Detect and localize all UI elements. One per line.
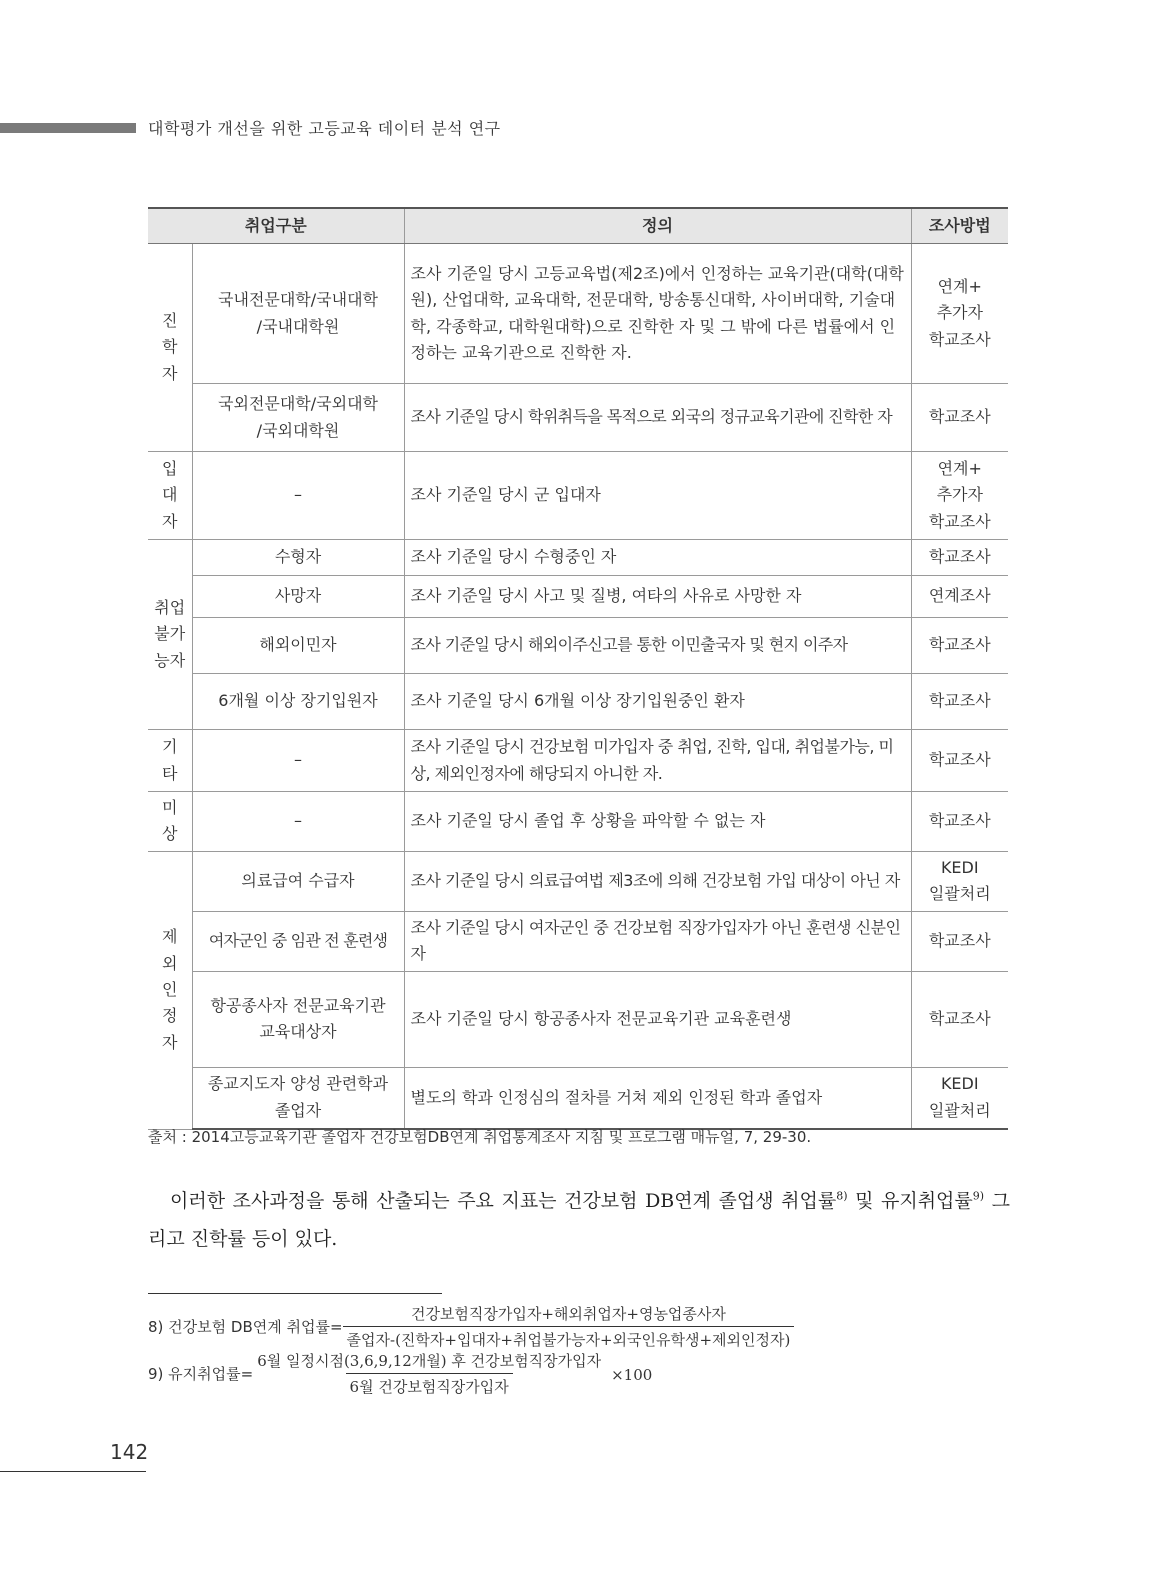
footnote-8 xyxy=(148,1303,794,1350)
method-cell: 학교조사 xyxy=(911,384,1008,452)
table-row xyxy=(148,540,1008,576)
table-row xyxy=(148,792,1008,852)
sub-category: 해외이민자 xyxy=(192,618,404,674)
definition-cell: 조사 기준일 당시 해외이주신고를 통한 이민출국자 및 현지 이주자 xyxy=(404,618,911,674)
table-row xyxy=(148,452,1008,540)
method-cell: 학교조사 xyxy=(911,971,1008,1067)
method-cell: KEDI 일괄처리 xyxy=(911,1067,1008,1129)
footnote-9-denominator: 6월 건강보험직장가입자 xyxy=(346,1373,513,1397)
definition-cell: 조사 기준일 당시 6개월 이상 장기입원중인 환자 xyxy=(404,674,911,730)
group-label-military: 입 대 자 xyxy=(148,452,192,540)
definition-cell: 조사 기준일 당시 고등교육법(제2조)에서 인정하는 교육기관(대학(대학원), 산업대학, 교육대학, 전문대학, 방송통신대학, 사이버대학, 기술대학, 각종학교, 대학원대학)으로 진학한 자 및 그 밖에 다른 법률에서 인정하는 교육기관으로 진학한 자. xyxy=(404,244,911,384)
header-method: 조사방법 xyxy=(911,208,1008,244)
method-cell: 연계조사 xyxy=(911,576,1008,618)
footnote-8-label: 8) 건강보험 DB연계 취업률= xyxy=(148,1318,343,1336)
sub-category: 의료급여 수급자 xyxy=(192,851,404,911)
method-cell: 학교조사 xyxy=(911,792,1008,852)
method-cell: 연계+ 추가자 학교조사 xyxy=(911,244,1008,384)
table-header-row xyxy=(148,208,1008,244)
method-cell: 학교조사 xyxy=(911,730,1008,792)
footnote-8-formula xyxy=(343,1303,795,1350)
method-cell: 학교조사 xyxy=(911,540,1008,576)
footnote-8-denominator: 졸업자-(진학자+입대자+취업불가능자+외국인유학생+제외인정자) xyxy=(343,1326,795,1350)
sub-category: 항공종사자 전문교육기관 교육대상자 xyxy=(192,971,404,1067)
table-row xyxy=(148,1067,1008,1129)
definition-cell: 조사 기준일 당시 의료급여법 제3조에 의해 건강보험 가입 대상이 아닌 자 xyxy=(404,851,911,911)
group-label-other: 기 타 xyxy=(148,730,192,792)
method-cell: 학교조사 xyxy=(911,911,1008,971)
definition-cell: 조사 기준일 당시 항공종사자 전문교육기관 교육훈련생 xyxy=(404,971,911,1067)
body-text-1: 이러한 조사과정을 통해 산출되는 주요 지표는 건강보험 DB연계 졸업생 취업률 xyxy=(170,1190,837,1212)
table-row xyxy=(148,971,1008,1067)
method-cell: KEDI 일괄처리 xyxy=(911,851,1008,911)
method-cell: 학교조사 xyxy=(911,674,1008,730)
method-cell: 학교조사 xyxy=(911,618,1008,674)
footnote-divider xyxy=(148,1293,442,1294)
definition-cell: 별도의 학과 인정심의 절차를 거쳐 제외 인정된 학과 졸업자 xyxy=(404,1067,911,1129)
footnote-ref-9[interactable]: 9) xyxy=(972,1189,985,1203)
employment-category-table xyxy=(148,207,1008,1130)
sub-category: – xyxy=(192,730,404,792)
sub-category: 국내전문대학/국내대학 /국내대학원 xyxy=(192,244,404,384)
footnote-9-numerator: 6월 일정시점(3,6,9,12개월) 후 건강보험직장가입자 xyxy=(257,1352,602,1370)
sub-category: 종교지도자 양성 관련학과 졸업자 xyxy=(192,1067,404,1129)
table-row xyxy=(148,674,1008,730)
definition-cell: 조사 기준일 당시 군 입대자 xyxy=(404,452,911,540)
definition-cell: 조사 기준일 당시 졸업 후 상황을 파악할 수 없는 자 xyxy=(404,792,911,852)
sub-category: 사망자 xyxy=(192,576,404,618)
header-category: 취업구분 xyxy=(148,208,404,244)
sub-category: 6개월 이상 장기입원자 xyxy=(192,674,404,730)
method-cell: 연계+ 추가자 학교조사 xyxy=(911,452,1008,540)
table-source-note: 출처 : 2014고등교육기관 졸업자 건강보험DB연계 취업통계조사 지침 및 프로그램 매뉴얼, 7, 29-30. xyxy=(148,1128,812,1146)
group-label-advancement: 진 학 자 xyxy=(148,244,192,452)
group-label-unknown: 미 상 xyxy=(148,792,192,852)
sub-category: 국외전문대학/국외대학 /국외대학원 xyxy=(192,384,404,452)
definition-cell: 조사 기준일 당시 수형중인 자 xyxy=(404,540,911,576)
footnote-9-multiplier: ×100 xyxy=(611,1365,653,1384)
footnote-9-formula xyxy=(253,1350,605,1397)
definition-cell: 조사 기준일 당시 여자군인 중 건강보험 직장가입자가 아닌 훈련생 신분인 자 xyxy=(404,911,911,971)
sub-category: – xyxy=(192,792,404,852)
table-row xyxy=(148,384,1008,452)
footnote-ref-8[interactable]: 8) xyxy=(836,1189,848,1203)
definition-cell: 조사 기준일 당시 사고 및 질병, 여타의 사유로 사망한 자 xyxy=(404,576,911,618)
sub-category: 여자군인 중 임관 전 훈련생 xyxy=(192,911,404,971)
footnote-8-numerator: 건강보험직장가입자+해외취업자+영농업종사자 xyxy=(410,1305,726,1323)
footnote-9-label: 9) 유지취업률= xyxy=(148,1365,254,1383)
table-row xyxy=(148,911,1008,971)
body-text-3: 그리고 진학률 등이 있다. xyxy=(148,1190,1010,1250)
header-definition: 정의 xyxy=(404,208,911,244)
page-number: 142 xyxy=(110,1440,149,1464)
body-text-2: 및 유지취업률 xyxy=(847,1190,973,1212)
table-row xyxy=(148,851,1008,911)
body-paragraph xyxy=(148,1182,1010,1258)
footnote-9 xyxy=(148,1350,652,1397)
table-row xyxy=(148,244,1008,384)
table-row xyxy=(148,618,1008,674)
running-header: 대학평가 개선을 위한 고등교육 데이터 분석 연구 xyxy=(148,119,501,138)
page-number-rule xyxy=(0,1471,146,1472)
definition-cell: 조사 기준일 당시 건강보험 미가입자 중 취업, 진학, 입대, 취업불가능, 미상, 제외인정자에 해당되지 아니한 자. xyxy=(404,730,911,792)
header-bar xyxy=(0,123,136,133)
sub-category: 수형자 xyxy=(192,540,404,576)
sub-category: – xyxy=(192,452,404,540)
definition-cell: 조사 기준일 당시 학위취득을 목적으로 외국의 정규교육기관에 진학한 자 xyxy=(404,384,911,452)
table-row xyxy=(148,730,1008,792)
group-label-unemployable: 취업 불가 능자 xyxy=(148,540,192,730)
table-row xyxy=(148,576,1008,618)
group-label-excluded: 제 외 인 정 자 xyxy=(148,851,192,1129)
